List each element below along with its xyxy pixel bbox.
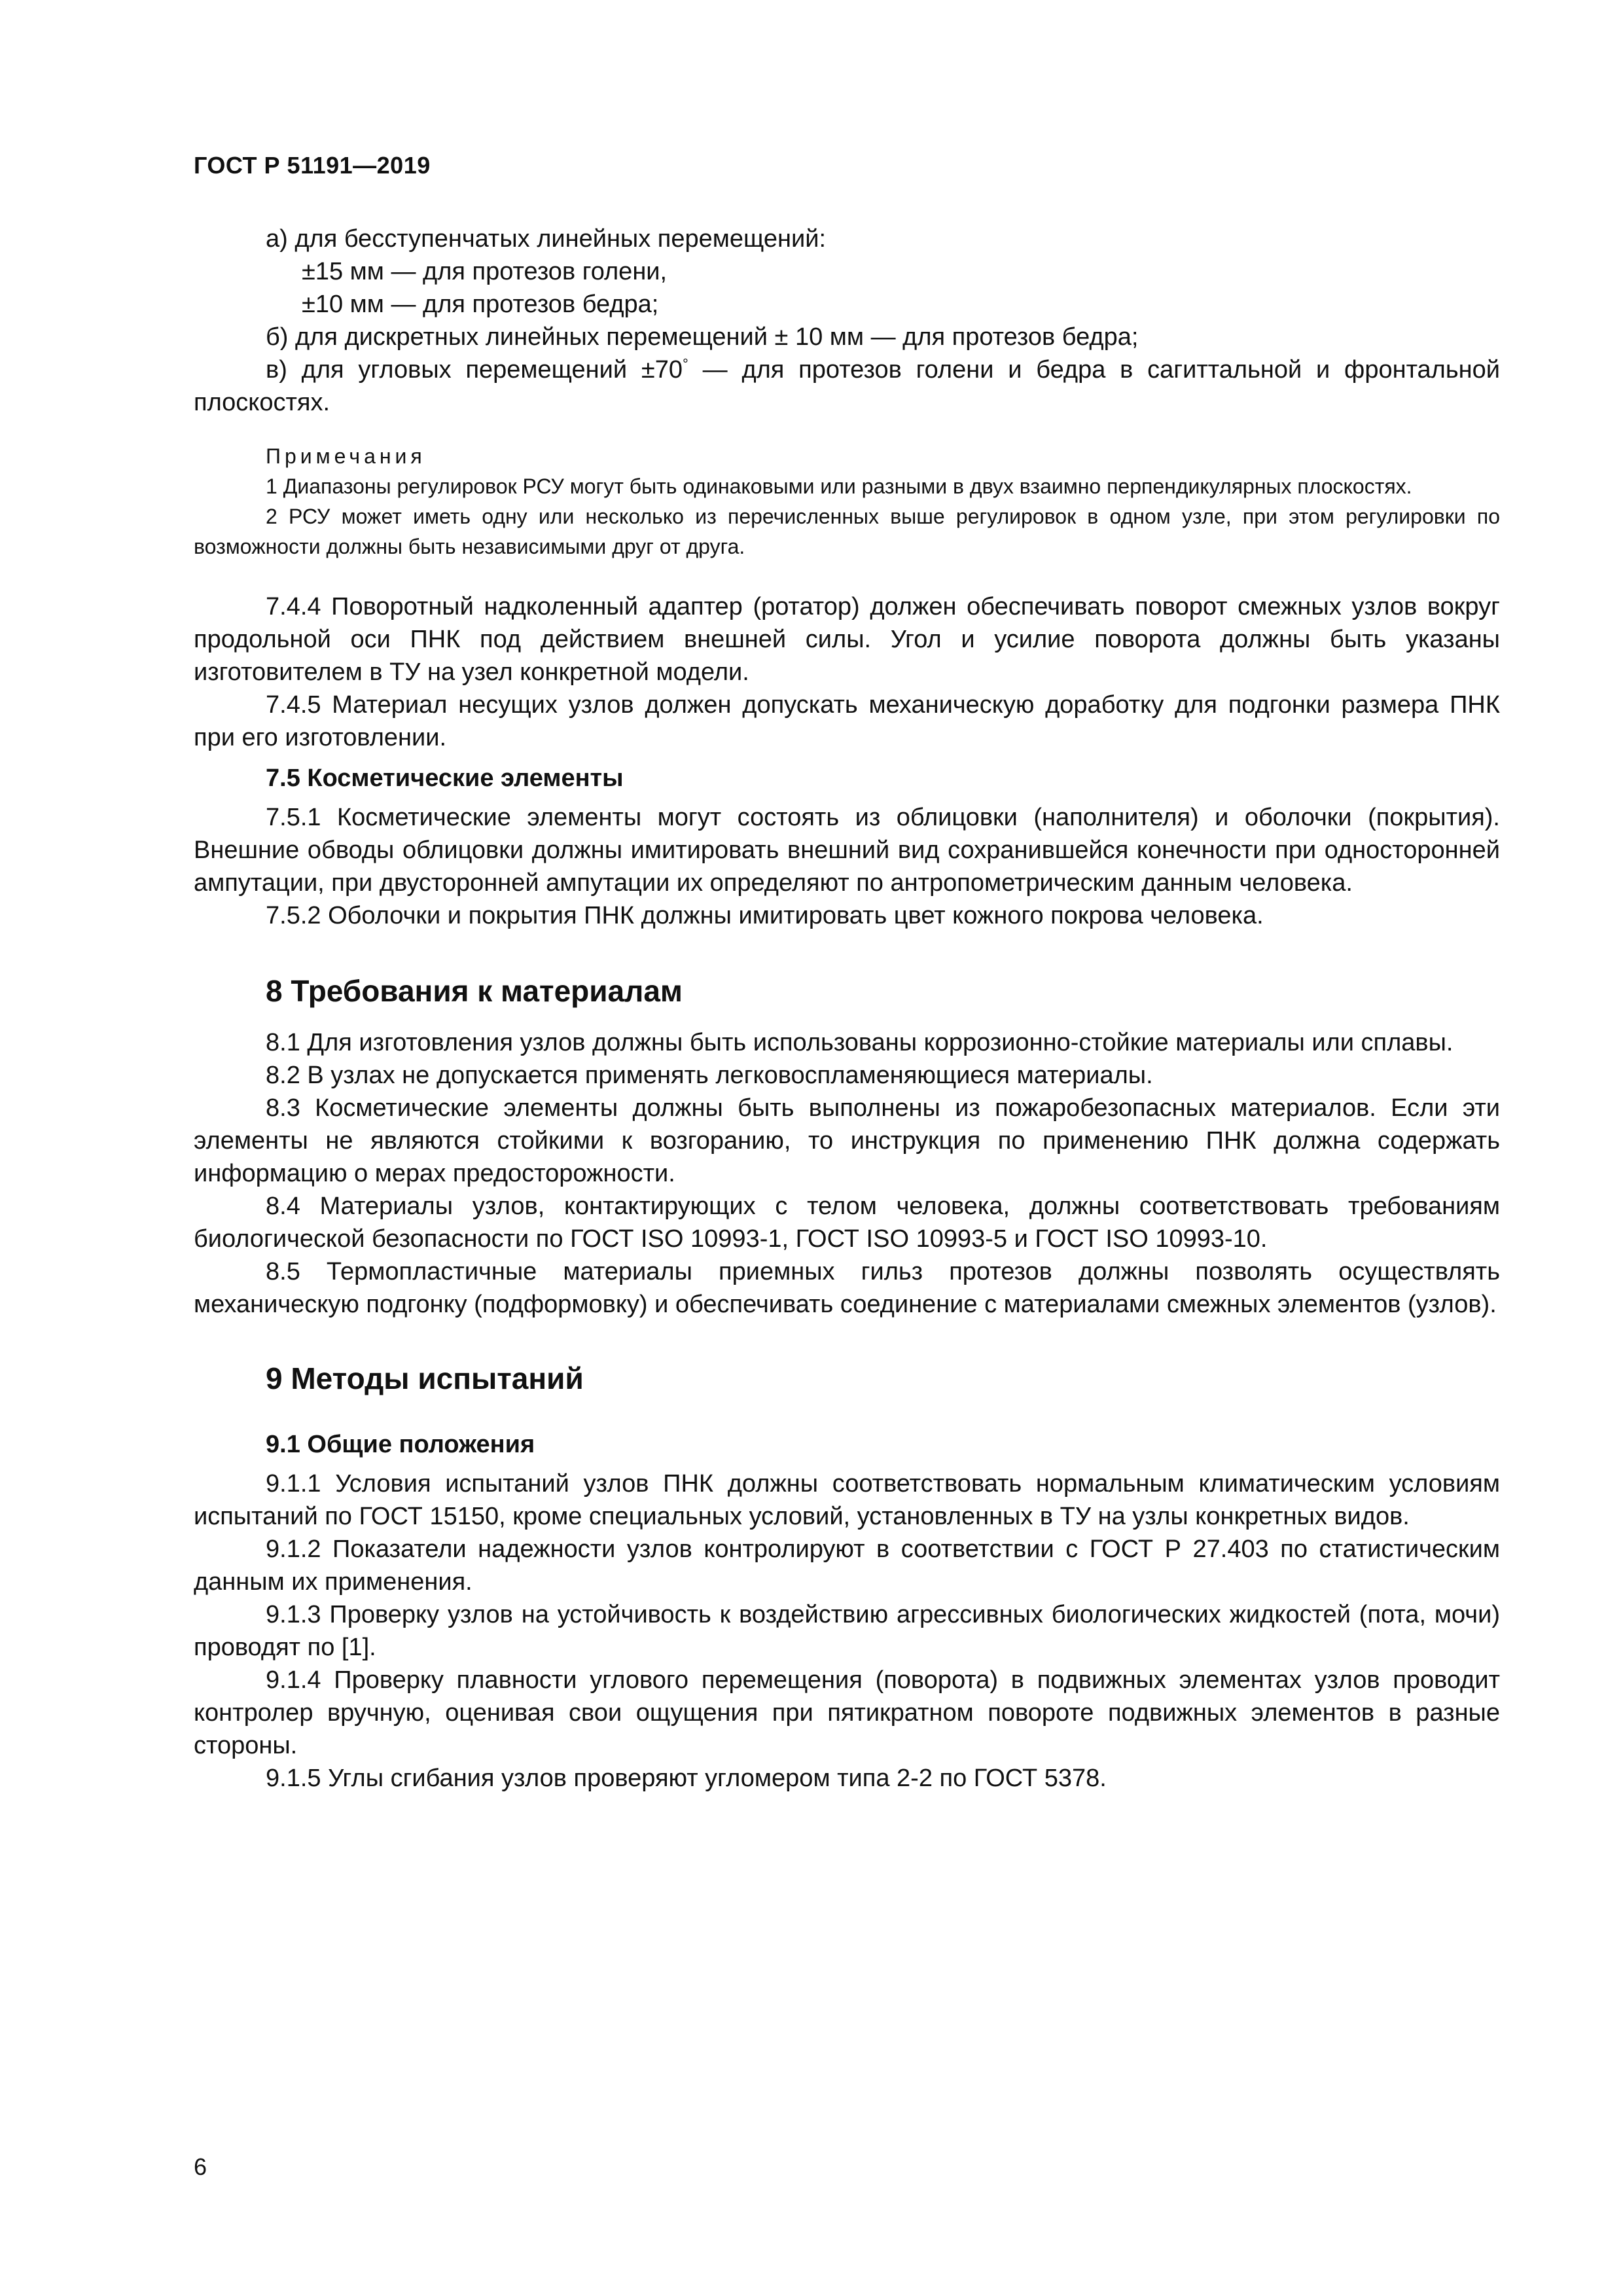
- paragraph-7-5-2: 7.5.2 Оболочки и покрытия ПНК должны имитировать цвет кожного покрова человека.: [266, 902, 1264, 929]
- page-number: 6: [194, 2153, 207, 2180]
- list-item-a: а) для бесступенчатых линейных перемещений:: [266, 225, 827, 253]
- degree-sign: °: [683, 355, 688, 372]
- note-2: 2 РСУ может иметь одну или несколько из перечисленных выше регулировок в одном узле, при этом регулировки по возможности должны быть независимыми друг от друга.: [194, 505, 1500, 558]
- subsection-title-7-5: 7.5 Косметические элементы: [266, 764, 624, 792]
- notes-block: [194, 441, 1500, 562]
- paragraph-7-4-5: 7.4.5 Материал несущих узлов должен допускать механическую доработку для подгонки размера ПНК при его изготовлении.: [194, 691, 1500, 751]
- paragraph-8-1: 8.1 Для изготовления узлов должны быть использованы коррозионно-стойкие материалы или сплавы.: [266, 1029, 1454, 1056]
- paragraph-9-1-4: 9.1.4 Проверку плавности углового перемещения (поворота) в подвижных элементах узлов проводит контролер вручную, оценивая свои ощущения при пятикратном повороте подвижных элементов в разные стороны.: [194, 1666, 1500, 1759]
- notes-title: Примечания: [266, 444, 426, 468]
- paragraph-8-3: 8.3 Косметические элементы должны быть выполнены из пожаробезопасных материалов. Если эти элементы не являются стойкими к возгоранию, то инструкция по применению ПНК должна содержать информацию о мерах предосторожности.: [194, 1094, 1500, 1187]
- paragraph-7-5-1: 7.5.1 Косметические элементы могут состоять из облицовки (наполнителя) и оболочки (покрытия). Внешние обводы облицовки должны имитировать внешний вид сохранившейся конечности при односторонней ампутации, при двусторонней ампутации их определяют по антропометрическим данным человека.: [194, 804, 1500, 897]
- list-subitem-thigh: ±10 мм — для протезов бедра;: [302, 291, 659, 318]
- list-item-v: [194, 353, 1500, 419]
- paragraph-9-1-5: 9.1.5 Углы сгибания узлов проверяют угломером типа 2-2 по ГОСТ 5378.: [266, 1765, 1107, 1792]
- document-code-header: ГОСТ Р 51191—2019: [194, 152, 431, 179]
- paragraph-9-1-3: 9.1.3 Проверку узлов на устойчивость к воздействию агрессивных биологических жидкостей (пота, мочи) проводят по [1].: [194, 1601, 1500, 1661]
- paragraph-8-5: 8.5 Термопластичные материалы приемных гильз протезов должны позволять осуществлять механическую подгонку (подформовку) и обеспечивать соединение с материалами смежных элементов (узлов).: [194, 1258, 1500, 1318]
- note-1: 1 Диапазоны регулировок РСУ могут быть одинаковыми или разными в двух взаимно перпендикулярных плоскостях.: [266, 475, 1412, 498]
- section-title-8: 8 Требования к материалам: [266, 974, 683, 1008]
- paragraph-8-4: 8.4 Материалы узлов, контактирующих с телом человека, должны соответствовать требованиям биологической безопасности по ГОСТ ISO 10993-1, ГОСТ ISO 10993-5 и ГОСТ ISO 10993-10.: [194, 1193, 1500, 1253]
- section-title-9: 9 Методы испытаний: [266, 1361, 584, 1395]
- page-content: [194, 223, 1500, 1795]
- list-subitem-shin: ±15 мм — для протезов голени,: [302, 258, 668, 285]
- paragraph-8-2: 8.2 В узлах не допускается применять легковоспламеняющиеся материалы.: [266, 1062, 1153, 1089]
- paragraph-9-1-2: 9.1.2 Показатели надежности узлов контролируют в соответствии с ГОСТ Р 27.403 по статистическим данным их применения.: [194, 1535, 1500, 1596]
- subsection-title-9-1: 9.1 Общие положения: [266, 1431, 535, 1458]
- list-item-b: б) для дискретных линейных перемещений ± 10 мм — для протезов бедра;: [266, 323, 1139, 351]
- list-item-v-start: в) для угловых перемещений ±70: [266, 356, 683, 384]
- paragraph-9-1-1: 9.1.1 Условия испытаний узлов ПНК должны соответствовать нормальным климатическим условиям испытаний по ГОСТ 15150, кроме специальных условий, установленных в ТУ на узлы конкретных видов.: [194, 1470, 1500, 1530]
- list-item-v-end: — для протезов голени и бедра в сагиттальной и фронтальной плоскостях.: [194, 356, 1500, 416]
- paragraph-7-4-4: 7.4.4 Поворотный надколенный адаптер (ротатор) должен обеспечивать поворот смежных узлов вокруг продольной оси ПНК под действием внешней силы. Угол и усилие поворота должны быть указаны изготовителем в ТУ на узел конкретной модели.: [194, 593, 1500, 686]
